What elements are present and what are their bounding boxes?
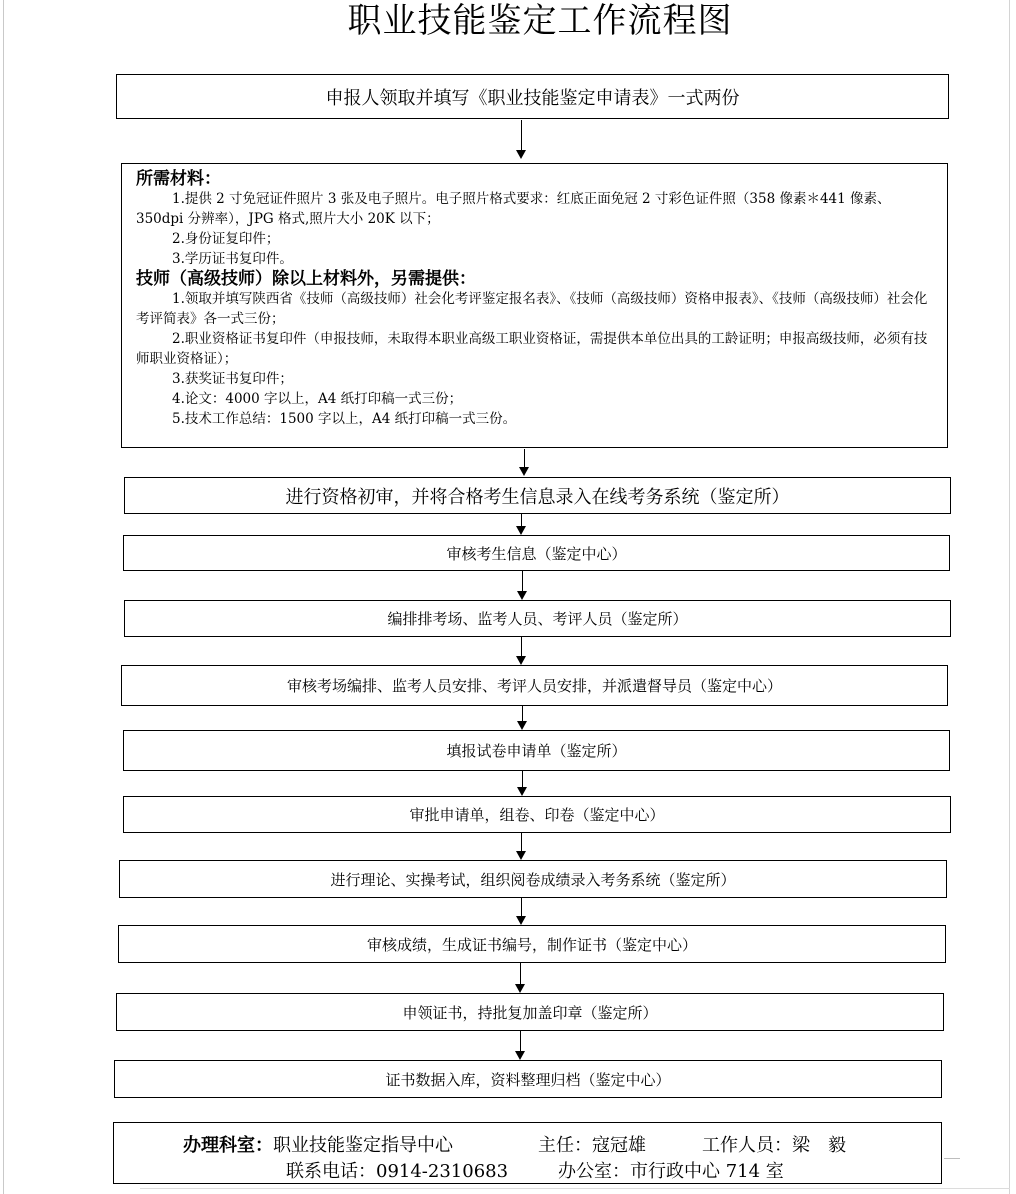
step-conduct-exams: 进行理论、实操考试，组织阅卷成绩录入考务系统（鉴定所）: [119, 860, 947, 898]
page-corner-mark: [944, 1158, 960, 1159]
arrow-9: [516, 898, 527, 925]
technician-materials-item: 3.获奖证书复印件；: [172, 371, 293, 387]
step-produce-certificates: 审核成绩，生成证书编号，制作证书（鉴定中心）: [118, 925, 946, 963]
step-review-arrangement: 审核考场编排、监考人员安排、考评人员安排，并派遣督导员（鉴定中心）: [121, 665, 948, 706]
office-room: 办公室：市行政中心 714 室: [558, 1161, 784, 1182]
technician-materials-item: 1.领取并填写陕西省《技师（高级技师）社会化考评鉴定报名表》、《技师（高级技师）资格申报表》、《技师（高级技师）社会化考评简表》各一式三份；: [136, 291, 928, 327]
staff: 工作人员：梁 毅: [702, 1135, 846, 1156]
arrow-11: [515, 1031, 526, 1060]
arrow-1: [516, 120, 527, 159]
step-arrange-exam-rooms: 编排排考场、监考人员、考评人员（鉴定所）: [124, 600, 951, 637]
page-left-border: [3, 0, 4, 1194]
arrow-6: [517, 706, 528, 730]
page-right-border: [1009, 0, 1010, 1194]
step-apply-form: 申报人领取并填写《职业技能鉴定申请表》一式两份: [116, 74, 949, 119]
arrow-8: [516, 833, 527, 860]
technician-materials-item: 2.职业资格证书复印件（申报技师，未取得本职业高级工职业资格证，需提供本单位出具的工龄证明；申报高级技师，必须有技师职业资格证）；: [136, 331, 928, 367]
materials-heading: 所需材料：: [136, 169, 221, 189]
technician-materials-heading: 技师（高级技师）除以上材料外，另需提供：: [136, 269, 476, 289]
contact-phone: 联系电话：0914-2310683: [286, 1161, 509, 1182]
materials-item: 2.身份证复印件；: [172, 231, 280, 247]
step-initial-review: 进行资格初审，并将合格考生信息录入在线考务系统（鉴定所）: [124, 477, 951, 514]
step-archive-records: 证书数据入库，资料整理归档（鉴定中心）: [114, 1060, 942, 1098]
director: 主任：寇冠雄: [538, 1135, 646, 1156]
arrow-2: [519, 449, 530, 476]
materials-box: [121, 163, 948, 448]
page-bottom-border: [140, 1188, 1010, 1189]
office-name: 职业技能鉴定指导中心: [273, 1135, 453, 1156]
step-approve-and-print: 审批申请单，组卷、印卷（鉴定中心）: [123, 796, 951, 833]
step-verify-candidate-info: 审核考生信息（鉴定中心）: [123, 535, 950, 571]
arrow-5: [516, 637, 527, 665]
materials-item: 3.学历证书复印件。: [172, 251, 293, 267]
step-collect-certificates: 申领证书，持批复加盖印章（鉴定所）: [116, 993, 944, 1031]
technician-materials-item: 5.技术工作总结：1500 字以上，A4 纸打印稿一式三份。: [172, 411, 517, 427]
arrow-7: [517, 771, 528, 796]
page-title: 职业技能鉴定工作流程图: [347, 1, 733, 41]
technician-materials-item: 4.论文：4000 字以上，A4 纸打印稿一式三份；: [172, 391, 463, 407]
arrow-4: [517, 571, 528, 600]
arrow-10: [515, 963, 526, 993]
step-submit-paper-request: 填报试卷申请单（鉴定所）: [123, 730, 950, 771]
arrow-3: [516, 514, 527, 535]
materials-item: 1.提供 2 寸免冠证件照片 3 张及电子照片。电子照片格式要求：红底正面免冠 2 寸彩色证件照（358 像素＊441 像素、350dpi 分辨率），JPG 格式,照片大小 20K 以下；: [136, 191, 891, 227]
contact-box: [113, 1122, 942, 1184]
office-label: 办理科室：: [183, 1135, 273, 1156]
